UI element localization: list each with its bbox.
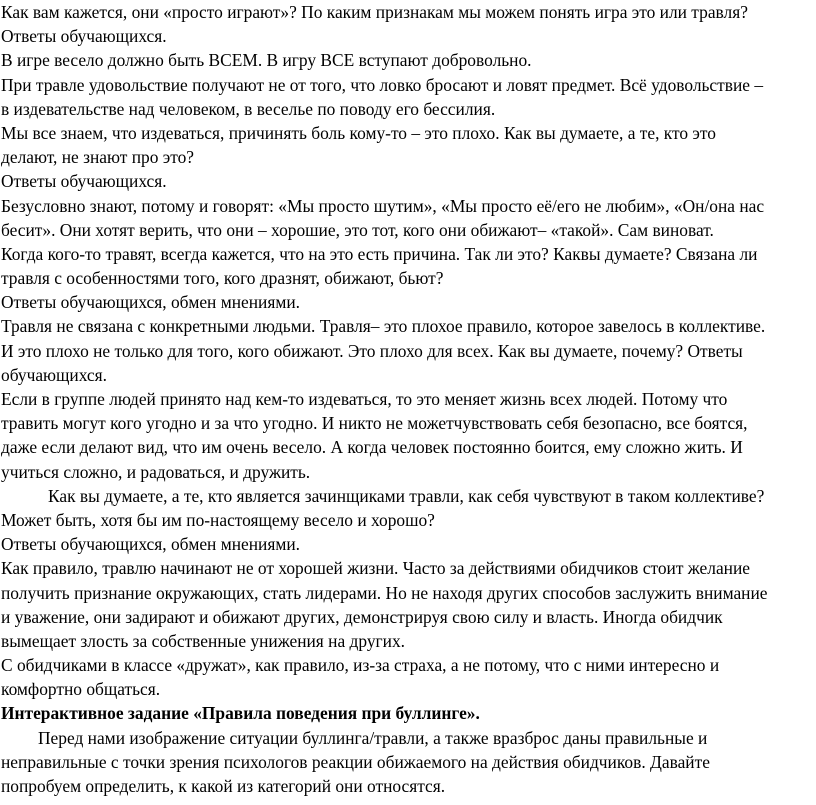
text-line: Ответы обучающихся. xyxy=(1,26,167,47)
text-line: Безусловно знают, потому и говорят: «Мы просто шутим», «Мы просто её/его не любим», «Он/она нас xyxy=(1,195,765,216)
text-line: Перед нами изображение ситуации буллинга/травли, а также вразброс даны правильные и xyxy=(38,727,708,748)
text-line: травить могут кого угодно и за что угодно. И никто не можетчувствовать себя безопасно, все боятся, xyxy=(1,413,748,434)
text-line: Как вы думаете, а те, кто является зачинщиками травли, как себя чувствуют в таком коллективе? xyxy=(48,485,765,506)
text-line: Как вам кажется, они «просто играют»? По каким признакам мы можем понять игра это или травля? xyxy=(1,2,748,22)
text-line: делают, не знают про это? xyxy=(1,147,194,168)
text-line: и уважение, они задирают и обижают других, демонстрируя свою силу и власть. Иногда обидчик xyxy=(1,606,723,627)
section-heading: Интерактивное задание «Правила поведения при буллинге». xyxy=(1,703,480,724)
text-line: Травля не связана с конкретными людьми. Травля– это плохое правило, которое завелось в коллективе. xyxy=(1,316,766,337)
text-line: Как правило, травлю начинают не от хорошей жизни. Часто за действиями обидчиков стоит желание xyxy=(1,558,751,579)
text-line: Ответы обучающихся. xyxy=(1,171,167,192)
text-line: В игре весело должно быть ВСЕМ. В игру ВСЕ вступают добровольно. xyxy=(1,50,532,71)
text-line: Если в группе людей принято над кем-то издеваться, то это меняет жизнь всех людей. Потому что xyxy=(1,389,728,409)
text-line: И это плохо не только для того, кого обижают. Это плохо для всех. Как вы думаете, почему? Ответы xyxy=(1,340,743,361)
text-line: обучающихся. xyxy=(1,364,107,385)
text-line: учиться сложно, и радоваться, и дружить. xyxy=(1,461,311,482)
text-line: Ответы обучающихся, обмен мнениями. xyxy=(1,534,301,555)
text-line: комфортно общаться. xyxy=(1,679,161,700)
text-line: Когда кого-то травят, всегда кажется, что на это есть причина. Так ли это? Каквы думаете? Связана ли xyxy=(1,243,758,264)
text-line: вымещает злость за собственные унижения на других. xyxy=(1,630,406,651)
text-line: Мы все знаем, что издеваться, причинять боль кому-то – это плохо. Как вы думаете, а те, кто это xyxy=(1,122,716,143)
text-line: травля с особенностями того, кого дразнят, обижают, бьют? xyxy=(1,268,444,289)
text-line: получить признание окружающих, стать лидерами. Но не находя других способов заслужить внимание xyxy=(1,582,768,603)
text-line: Может быть, хотя бы им по-настоящему весело и хорошо? xyxy=(1,509,435,530)
text-line: неправильные с точки зрения психологов реакции обижаемого на действия обидчиков. Давайте xyxy=(1,751,710,772)
text-line: С обидчиками в классе «дружат», как правило, из-за страха, а не потому, что с ними интересно и xyxy=(1,655,720,676)
text-line: в издевательстве над человеком, в веселье по поводу его бессилия. xyxy=(1,98,496,119)
text-line: бесит». Они хотят верить, что они – хорошие, это тот, кого они обижают– «такой». Сам виноват. xyxy=(1,219,714,240)
text-line: попробуем определить, к какой из категорий они относятся. xyxy=(1,776,446,796)
text-line: Ответы обучающихся, обмен мнениями. xyxy=(1,292,301,313)
text-line: При травле удовольствие получают не от того, что ловко бросают и ловят предмет. Всё удовольствие – xyxy=(1,74,764,95)
text-line: даже если делают вид, что им очень весело. А когда человек постоянно боится, ему сложно жить. И xyxy=(1,437,743,458)
